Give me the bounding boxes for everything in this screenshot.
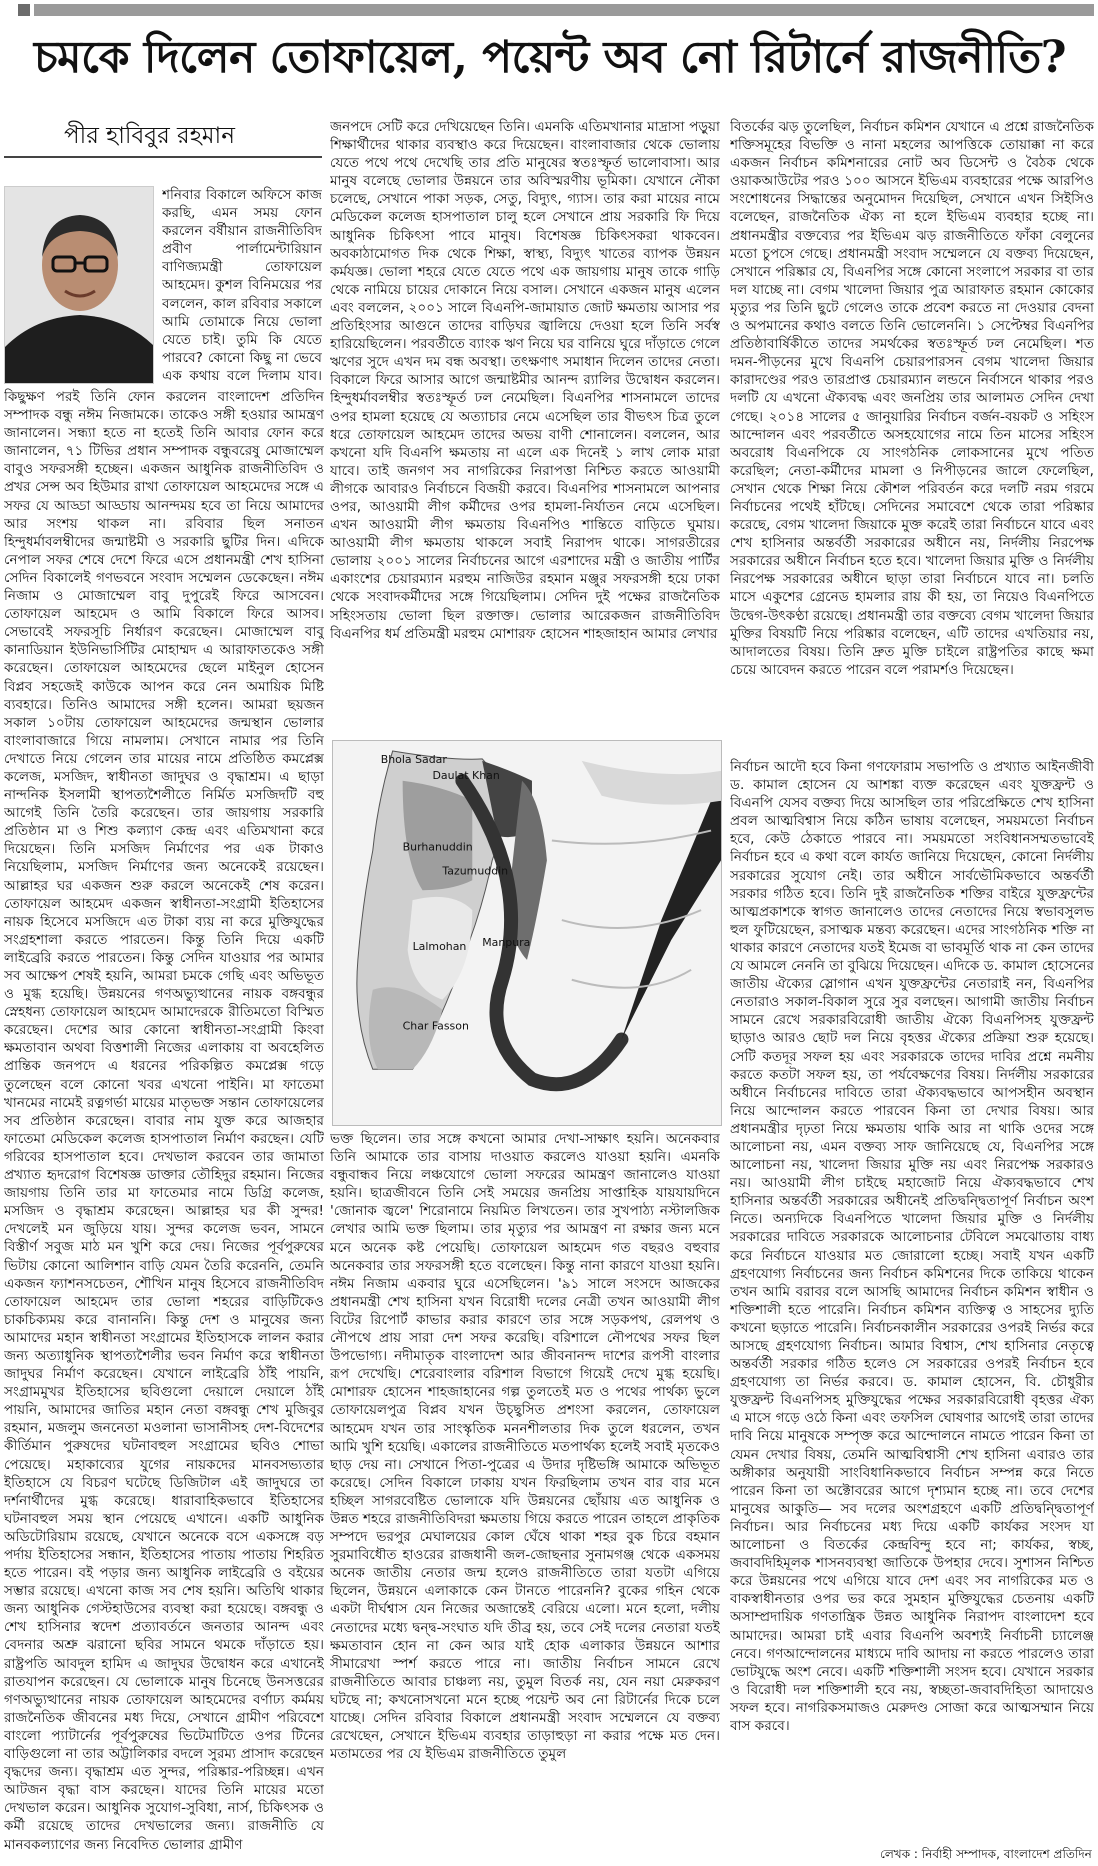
column-1: কিছুক্ষণ পরই তিনি ফোন করলেন বাংলাদেশ প্রতিদিন সম্পাদক বন্ধু নঈম নিজামকে। তাকেও সঙ্গী হওয়ার আমন্ত্রণ জানালেন। সন্ধ্যা হতে না হতেই তিনি আবার ফোন করে জানালেন, ৭১ টিভির প্রধান সম্পাদক বন্ধুবরেষু মোজাম্মেল বাবুও সফরসঙ্গী হচ্ছেন। একজন আধুনিক রাজনীতিবিদ ও প্রখর সেন্স অব হিউমার রাখা তোফায়েল আহমেদের সঙ্গে এ সফর যে আড্ডা আড্ডায় আনন্দময় হবে তা নিয়ে আমাদের আর সংশয় থাকল না। রবিবার ছিল সনাতন হিন্দুধর্মাবলম্বীদের জন্মাষ্টমী ও সরকারি ছুটির দিন। এদিকে নেপাল সফর শেষে দেশে ফিরে এসে প্রধানমন্ত্রী শেখ হাসিনা সেদিন বিকালেই গণভবনে সংবাদ সম্মেলন ডেকেছেন। নঈম নিজাম ও মোজাম্মেল বাবু দুপুরেই ফিরে আসবেন। তোফায়েল আহমেদ ও আমি বিকালে ফিরে আসব। সেভাবেই সফরসূচি নির্ধারণ করেছেন। মোজাম্মেল বাবু কানাডিয়ান ইউনিভার্সিটির মোহাম্মদ এ আরাফাতকেও সঙ্গী করেছেন। তোফায়েল আহমেদের ছেলে মাইনুল হোসেন বিপ্লব সহজেই কাউকে আপন করে নেন অমায়িক মিষ্টি ব্যবহারে। তিনিও আমাদের সঙ্গী হলেন। আমরা ছয়জন সকাল ১০টায় তোফায়েল আহমেদের জন্মস্থান ভোলার বাংলাবাজারে গিয়ে নামলাম। সেখানে নামার পর তিনি দেখাতে নিয়ে গেলেন তার মায়ের নামে প্রতিষ্ঠিত কমপ্লেক্স কলেজ, মসজিদ, স্বাধীনতা জাদুঘর ও বৃদ্ধাশ্রম। এ ছাড়া নান্দনিক ইসলামী স্থাপত্যশৈলীতে নির্মিত মসজিদটি বহু আগেই তিনি তৈরি করেছেন। তার জায়গায় সরকারি প্রতিষ্ঠান মা ও শিশু কল্যাণ কেন্দ্র এবং এতিমখানা করে দিয়েছেন। তিনি মসজিদ নির্মাণের পর এক টাকাও নিয়েছিলাম, মসজিদ নির্মাণের জন্য অনেকেই রয়েছেন। আল্লাহর ঘর একজন শুরু করলে অনেকেই শেষ করেন। তোফায়েল আহমেদ একজন স্বাধীনতা-সংগ্রামী ইতিহাসের নায়ক হিসেবে মসজিদে এত টাকা ব্যয় না করে মুক্তিযুদ্ধের সংগ্রহশালা করতে পারতেন। কিন্তু তিনি দিয়ে একটি লাইব্রেরি করতে পারতেন। কিন্তু সেদিন যাওয়ার পর আমার সব আক্ষেপ শেষই হয়নি, আমরা চমকে গেছি এবং অভিভূত ও মুগ্ধ হয়েছি। উন্নয়নের গণঅভ্যুত্থানের নায়ক বঙ্গবন্ধুর স্নেহধন্য তোফায়েল আহমেদ আমাদেরকে রীতিমতো বিস্মিত করেছেন। দেশের আর কোনো স্বাধীনতা-সংগ্রামী কিংবা ক্ষমতাবান অথবা বিত্তশালী নিজের এলাকায় বা অবহেলিত প্রান্তিক জনপদে এ ধরনের পরিকল্পিত কমপ্লেক্স গড়ে তুলেছেন বলে কোনো খবর এখনো পাইনি। মা ফাতেমা খানমের নামেই রত্নগর্ভা মায়ের মাতৃভক্ত সন্তান তোফায়েলের সব প্রতিষ্ঠান করেছেন। বাবার নাম যুক্ত করে আজহার ফাতেমা মেডিকেল কলেজ হাসপাতাল নির্মাণ করছেন। যেটি গরিবের হাসপাতাল হবে। দেখভাল করবেন তার জামাতা প্রখ্যাত হৃদরোগ বিশেষজ্ঞ ডাক্তার তৌহিদুর রহমান। নিজের জায়গায় তিনি তার মা ফাতেমার নামে ডিগ্রি কলেজ, মসজিদ ও বৃদ্ধাশ্রম করেছেন। আল্লাহর ঘর কী সুন্দর! দেখলেই মন জুড়িয়ে যায়। সুন্দর কলেজ ভবন, সামনে বিস্তীর্ণ সবুজ মাঠ মন খুশি করে দেয়। নিজের পূর্বপুরুষের ভিটায় কোনো আলিশান বাড়ি যেমন তৈরি করেননি, তেমনি একজন ফ্যাশনসচেতন, শৌখিন মানুষ হিসেবে রাজনীতিবিদ তোফায়েল আহমেদ তার ভোলা শহরের বাড়িটিকেও চাকচিক্যময় করে বানাননি। কিন্তু দেশ ও মানুষের জন্য আমাদের মহান স্বাধীনতা সংগ্রামের ইতিহাসকে লালন করার জন্য অত্যাধুনিক স্থাপত্যশৈলীর ভবন নির্মাণ করে স্বাধীনতা জাদুঘর নির্মাণ করেছেন। যেখানে লাইব্রেরি ঠাঁই পায়নি, সংগ্রামমুখর ইতিহাসের ছবিগুলো দেয়ালে দেয়ালে ঠাঁই পায়নি, আমাদের জাতির মহান নেতা বঙ্গবন্ধু শেখ মুজিবুর রহমান, মজলুম জননেতা মওলানা ভাসানীসহ দেশ-বিদেশের কীর্তিমান পুরুষদের ঘটনাবহুল সংগ্রামের ছবিও শোভা পেয়েছে। মহাকাব্যের যুগের নায়কদের মানবসভ্যতার ইতিহাসে যে বিচরণ ঘটেছে ডিজিটাল এই জাদুঘরে তা দর্শনার্থীদের মুগ্ধ করেছে। ধারাবাহিকভাবে ইতিহাসের ঘটনাবহুল সময় স্থান পেয়েছে এখানে। একটি আধুনিক অডিটোরিয়াম রয়েছে, যেখানে অনেকে বসে একসঙ্গে বড় পর্দায় ইতিহাসের সন্ধান, ইতিহাসের পাতায় পাতায় শিহরিত হতে পারেন। বই পড়ার জন্য আধুনিক লাইব্রেরি ও বইয়ের সম্ভার রয়েছে। এখনো কাজ সব শেষ হয়নি। অতিথি থাকার জন্য আধুনিক গেস্টহাউসের ব্যবস্থা করা হয়েছে। বঙ্গবন্ধু ও শেখ হাসিনার স্বদেশ প্রত্যাবর্তনে জনতার আনন্দ এবং বেদনার অশ্রু ঝরানো ছবির সামনে থমকে দাঁড়াতে হয়। রাষ্ট্রপতি আবদুল হামিদ এ জাদুঘর উদ্বোধন করে এখানেই রাতযাপন করেছেন। যে ভোলাকে মানুষ চিনেছে উনসত্তরের গণঅভ্যুত্থানের নায়ক তোফায়েল আহমেদের বর্ণাঢ্য কর্মময় রাজনৈতিক জীবনের মধ্য দিয়ে, সেখানে গ্রামীণ পরিবেশে বাংলো প্যাটার্নের পূর্বপুরুষের ভিটেমাটিতে ওপর টিনের বাড়িগুলো না তার অট্টালিকার বদলে সুরম্য প্রাসাদ করেছেন বৃদ্ধদের জন্য। বৃদ্ধাশ্রম এত সুন্দর, পরিষ্কার-পরিচ্ছন্ন। এখন আটজন বৃদ্ধা বাস করছেন। যাদের তিনি মায়ের মতো দেখভাল করেন। আধুনিক সুযোগ-সুবিধা, নার্স, চিকিৎসক ও কর্মী রয়েছে তাদের দেখভালের জন্য। রাজনীতি যে মানবকল্যাণের জন্য নিবেদিত ভোলার গ্রামীণ (4, 389, 324, 1853)
map-label-manpura: Manpura (482, 935, 531, 949)
author-photo (4, 186, 154, 384)
map-label-tazumuddin: Tazumuddin (442, 864, 509, 878)
author-footnote: লেখক : নির্বাহী সম্পাদক, বাংলাদেশ প্রতিদিন (880, 1847, 1092, 1861)
bhola-map-illustration (332, 740, 722, 1126)
map-label-burhanuddin: Burhanuddin (402, 840, 473, 854)
byline: পীর হাবিবুর রহমান (4, 118, 322, 158)
map-label-bhola-sadar: Bhola Sadar (380, 752, 447, 766)
column-1-intro: শনিবার বিকালে অফিসে কাজ করছি, এমন সময় ফোন করলেন বর্ষীয়ান রাজনীতিবিদ প্রবীণ পার্লামেন্টারিয়ান বাণিজ্যমন্ত্রী তোফায়েল আহমেদ। কুশল বিনিময়ের পর বললেন, কাল রবিবার সকালে আমি তোমাকে নিয়ে ভোলা যেতে চাই। তুমি কি যেতে পারবে? কোনো কিছু না ভেবে এক কথায় বলে দিলাম যাব। (162, 187, 322, 384)
map-label-lalmohan: Lalmohan (412, 939, 467, 953)
header-rule-cap (18, 4, 30, 16)
map-label-char-fasson: Char Fasson (402, 1019, 469, 1033)
column-3-upper: বিতর্কের ঝড় তুলেছিল, নির্বাচন কমিশন যেখানে এ প্রশ্নে রাজনৈতিক শক্তিসমূহের বিভক্তি ও নানা মহলের আপত্তিকে তোয়াক্কা না করে একজন নির্বাচন কমিশনারের নোট অব ডিসেন্ট ও বৈঠক থেকে ওয়াকআউটের পরও ১০০ আসনে ইভিএম ব্যবহারের পক্ষে আরপিও সংশোধনের সিদ্ধান্তের অনুমোদন দিয়েছিল, সেখানে এখন সিইসিও বলেছেন, রাজনৈতিক ঐক্য না হলে ইভিএম ব্যবহার হচ্ছে না। প্রধানমন্ত্রীর বক্তব্যের পর ইভিএম ঝড় রাজনীতিতে ফাঁকা বেলুনের মতো চুপসে গেছে। প্রধানমন্ত্রী সংবাদ সম্মেলনে যে বক্তব্য দিয়েছেন, সেখানে পরিষ্কার যে, বিএনপির সঙ্গে কোনো সংলাপে সরকার বা তার দল যাচ্ছে না। বেগম খালেদা জিয়ার পুত্র আরাফাত রহমান কোকোর মৃত্যুর পর তিনি ছুটে গেলেও তাকে প্রবেশ করতে না দেওয়ার বেদনা ও অপমানের কথাও বলতে তিনি ভোলেননি। ১ সেপ্টেম্বর বিএনপির প্রতিষ্ঠাবার্ষিকীতে তাদের সমর্থকের স্বতঃস্ফূর্ত ঢল নেমেছিল। শত দমন-পীড়নের মুখে বিএনপি চেয়ারপারসন বেগম খালেদা জিয়ার কারাদণ্ডের পরও তারপ্রাপ্ত চেয়ারম্যান লন্ডনে নির্বাসনে থাকার পরও দলটি যে এখনো ঐক্যবদ্ধ এবং জনপ্রিয় তার আলামত সেদিন দেখা গেছে। ২০১৪ সালের ৫ জানুয়ারির নির্বাচন বর্জন-বয়কট ও সহিংস আন্দোলন এবং পরবর্তীতে অসহযোগের নামে তিন মাসের সহিংস অবরোধ বিএনপিকে যে সাংগঠনিক লোকসানের মুখে পতিত করেছিল; নেতা-কর্মীদের মামলা ও নিপীড়নের জালে ফেলেছিল, সেখান থেকে শিক্ষা নিয়ে কৌশল পরিবর্তন করে দলটি নরম গরমে নির্বাচনের পথেই হাঁটছে। সেদিনের সমাবেশে থেকে তারা পরিষ্কার করেছে, বেগম খালেদা জিয়াকে মুক্ত করেই তারা নির্বাচনে যাবে এবং শেখ হাসিনার অন্তর্বর্তী সরকারের অধীনে নয়, নির্দলীয় নিরপেক্ষ সরকারের অধীনে নির্বাচন হতে হবে। খালেদা জিয়ার মুক্তি ও নির্দলীয় নিরপেক্ষ সরকারের অধীনে ছাড়া তারা নির্বাচনে যাবে না। চলতি মাসে একুশের গ্রেনেড হামলার রায় কী হয়, তা নিয়েও বিএনপিতে উদ্বেগ-উৎকণ্ঠা রয়েছে। প্রধানমন্ত্রী তার বক্তব্যে বেগম খালেদা জিয়ার মুক্তির বিষয়টি নিয়ে পরিষ্কার বলেছেন, এটি তাদের এখতিয়ার নয়, আদালতের বিষয়। তিনি দ্রুত মুক্তি চাইলে রাষ্ট্রপতির কাছে ক্ষমা চেয়ে আবেদন করতে পারেন বলে পরামর্শও দিয়েছেন। (730, 119, 1094, 678)
map-label-daulat-khan: Daulat Khan (432, 768, 500, 782)
column-3-lower: নির্বাচন আদৌ হবে কিনা গণফোরাম সভাপতি ও প্রখ্যাত আইনজীবী ড. কামাল হোসেন যে আশঙ্কা ব্যক্ত করেছেন এবং যুক্তফ্রন্ট ও বিএনপি যেসব বক্তব্য দিয়ে আসছিল তার পরিপ্রেক্ষিতে শেখ হাসিনা প্রবল আত্মবিশ্বাস নিয়ে কঠিন ভাষায় বলেছেন, সময়মতো নির্বাচন হবে, কেউ ঠেকাতে পারবে না। সময়মতো সংবিধানসম্মতভাবেই নির্বাচন হবে এ কথা বলে কার্যত জানিয়ে দিয়েছেন, কোনো নির্দলীয় সরকারের সুযোগ নেই। তার অধীনে সার্বভৌমিকভাবে অন্তর্বর্তী সরকার গঠিত হবে। তিনি দুই রাজনৈতিক শক্তির বাইরে যুক্তফ্রন্টের আত্মপ্রকাশকে স্বাগত জানালেও তাদের নেতাদের নিয়ে স্বভাবসুলভ হুল ফুটিয়েছেন, রসাত্মক মন্তব্য করেছেন। এদের সাংগঠনিক শক্তি না থাকার কারণে নেতাদের যতই ইমেজ বা ভাবমূর্তি থাক না কেন তাদের যে আমলে নেননি তা বুঝিয়ে দিয়েছেন। এদিকে ড. কামাল হোসেনের জাতীয় ঐক্যের স্লোগান এখন যুক্তফ্রন্টের নেতারাই নন, বিএনপির নেতারাও সকাল-বিকাল সুরে সুর বলছেন। আগামী জাতীয় নির্বাচন সামনে রেখে সরকারবিরোধী জাতীয় ঐক্যে বিএনপিসহ যুক্তফ্রন্ট ছাড়াও আরও ছোট দল নিয়ে বৃহত্তর ঐক্যের প্রক্রিয়া শুরু হয়েছে। সেটি কতদূর সফল হয় এবং সরকারকে তাদের দাবির প্রশ্নে নমনীয় করতে কতটা সফল হয়, তা পর্যবেক্ষণের বিষয়। নির্দলীয় সরকারের অধীনে নির্বাচনের দাবিতে তারা ঐক্যবদ্ধভাবে আপসহীন অবস্থান নিয়ে আন্দোলন করতে পারবেন কিনা তা দেখার বিষয়। আর প্রধানমন্ত্রীর দৃঢ়তা নিয়ে ক্ষমতায় থাকি আর না থাকি ওদের সঙ্গে আলোচনা নয়, এমন বক্তব্য সাফ জানিয়েছে যে, বিএনপির সঙ্গে আলোচনা নয়, খালেদা জিয়ার মুক্তি নয় এবং নিরপেক্ষ সরকারও নয়। আওয়ামী লীগ চাইছে মহাজোট নিয়ে ঐক্যবদ্ধভাবে শেখ হাসিনার অন্তর্বর্তী সরকারের অধীনেই প্রতিদ্বন্দ্বিতাপূর্ণ নির্বাচন অংশ নিতে। অন্যদিকে বিএনপিতে খালেদা জিয়ার মুক্তি ও নির্দলীয় সরকারের দাবিতে সরকারকে আলোচনার টেবিলে সমঝোতায় বাধ্য করে নির্বাচনে যাওয়ার মত জোরালো হচ্ছে। সবাই যখন একটি গ্রহণযোগ্য নির্বাচনের জন্য নির্বাচন কমিশনের দিকে তাকিয়ে থাকেন তখন আমি বরাবর বলে আসছি আমাদের নির্বাচন কমিশন স্বাধীন ও শক্তিশালী হতে পারেনি। নির্বাচন কমিশন ব্যক্তিত্ব ও সাহসের দ্যুতি কখনো ছড়াতে পারেনি। নির্বাচনকালীন সরকারের ওপরই নির্ভর করে আসছে গ্রহণযোগ্য নির্বাচন। আমার বিশ্বাস, শেখ হাসিনার নেতৃত্বে অন্তর্বর্তী সরকার গঠিত হলেও সে সরকারের ওপরই নির্বাচন হবে গ্রহণযোগ্য তা নির্ভর করবে। ড. কামাল হোসেন, বি. চৌধুরীর যুক্তফ্রন্ট বিএনপিসহ মুক্তিযুদ্ধের পক্ষের সরকারবিরোধী বৃহত্তর ঐক্য এ মাসে গড়ে ওঠে কিনা এবং তফসিল ঘোষণার আগেই তারা তাদের দাবি নিয়ে মানুষকে সম্পৃক্ত করে আন্দোলনে নামতে পারেন কিনা তা যেমন দেখার বিষয়, তেমনি আত্মবিশ্বাসী শেখ হাসিনা এবারও তার অঙ্গীকার অনুযায়ী সাংবিধানিকভাবে নির্বাচন সম্পন্ন করে নিতে পারেন কিনা তা অক্টোবরের আগে দৃশ্যমান হচ্ছে না। তবে দেশের মানুষের আকুতি— সব দলের অংশগ্রহণে একটি প্রতিদ্বন্দ্বিতাপূর্ণ নির্বাচন। আর নির্বাচনের মধ্য দিয়ে একটি কার্যকর সংসদ যা আলোচনা ও বিতর্কের কেন্দ্রবিন্দু হবে না; কার্যকর, স্বচ্ছ, জবাবদিহিমূলক শাসনব্যবস্থা জাতিকে উপহার দেবে। সুশাসন নিশ্চিত করে উন্নয়নের পথে এগিয়ে যাবে দেশ এবং সব নাগরিকের মত ও বাকস্বাধীনতার ওপর ভর করে সুমহান মুক্তিযুদ্ধের চেতনায় একটি অসাম্প্রদায়িক গণতান্ত্রিক উন্নত আধুনিক নিরাপদ বাংলাদেশ হবে আমাদের। আমরা চাই এবার বিএনপি অবশ্যই নির্বাচনী চ্যালেঞ্জ নেবে। গণআন্দোলনের মাধ্যমে দাবি আদায় না করতে পারলেও তারা ভোটযুদ্ধে অংশ নেবে। একটি শক্তিশালী সংসদ হবে। যেখানে সরকার ও বিরোধী দল শক্তিশালী হবে নয়, স্বচ্ছতা-জবাবদিহিতা আদায়েও সফল হবে। নাগরিকসমাজও মেরুদণ্ড সোজা করে আত্মসম্মান নিয়ে বাস করবে। (730, 759, 1094, 1734)
article-headline: চমকে দিলেন তোফায়েল, পয়েন্ট অব নো রিটার্নে রাজনীতি? (33, 32, 1067, 83)
header-rule (34, 4, 1094, 16)
column-2-upper: জনপদে সেটি করে দেখিয়েছেন তিনি। এমনকি এতিমখানার মাদ্রাসা পড়ুয়া শিক্ষার্থীদের থাকার ব্যবস্থাও করে দিয়েছেন। বাংলাবাজার থেকে ভোলায় যেতে পথে পথে দেখেছি তার প্রতি মানুষের স্বতঃস্ফূর্ত ভালোবাসা। আর মানুষ বলেছে ভোলার উন্নয়নে তার অবিস্মরণীয় ভূমিকা। যেখানে নৌকা চলেছে, সেখানে পাকা সড়ক, সেতু, বিদ্যুৎ, গ্যাস। তার করা মায়ের নামে মেডিকেল কলেজ হাসপাতাল চালু হলে সেখানে প্রায় সরকারি ফি দিয়ে আধুনিক চিকিৎসা পাবে মানুষ। বিশেষজ্ঞ চিকিৎসকরা থাকবেন। অবকাঠামোগত দিক থেকে শিক্ষা, স্বাস্থ্য, বিদ্যুৎ খাতের ব্যাপক উন্নয়ন কর্মযজ্ঞ। ভোলা শহরে যেতে যেতে পথে এক জায়গায় মানুষ তাকে গাড়ি থেকে নামিয়ে চায়ের দোকানে নিয়ে বসাল। সেখানে একজন মানুষ এলেন এবং বললেন, ২০০১ সালে বিএনপি-জামায়াত জোট ক্ষমতায় আসার পর প্রতিহিংসার আগুনে তাদের বাড়িঘর জ্বালিয়ে দেওয়া হলে তিনি সর্বস্ব হারিয়েছিলেন। পরবর্তীতে ব্যাংক ঋণ নিয়ে ঘর বানিয়ে ঘুরে দাঁড়াতে গেলে ঋণের সুদে এখন দম বন্ধ অবস্থা। তৎক্ষণাৎ সমাধান দিলেন তাদের নেতা। বিকালে ফিরে আসার আগে জন্মাষ্টমীর আনন্দ র‌্যালির উদ্বোধন করলেন। হিন্দুধর্মাবলম্বীর স্বতঃস্ফূর্ত ঢল নেমেছিল। বিএনপির শাসনামলে তাদের ওপর হামলা হয়েছে যে অত্যাচার নেমে এসেছিল তার বীভৎস চিত্র তুলে ধরে তোফায়েল আহমেদ তাদের অভয় বাণী শোনালেন। বললেন, আর কখনো যদি বিএনপি ক্ষমতায় না এলে এক দিনেই ১ লাখ লোক মারা যাবে। তাই জনগণ সব নাগরিকের নিরাপত্তা নিশ্চিত করতে আওয়ামী লীগকে আবারও নির্বাচনে বিজয়ী করবে। বিএনপির শাসনামলে আপনার ওপর, আওয়ামী লীগ কর্মীদের ওপর হামলা-নির্যাতন নেমে এসেছিল। এখন আওয়ামী লীগ ক্ষমতায় বিএনপিও শান্তিতে বাড়িতে ঘুমায়। আওয়ামী লীগ ক্ষমতায় থাকলে সবাই নিরাপদ থাকে। সাগরতীরের ভোলায় ২০০১ সালের নির্বাচনের আগে এরশাদের মন্ত্রী ও জাতীয় পার্টির একাংশের চেয়ারম্যান মরহুম নাজিউর রহমান মঞ্জুর সফরসঙ্গী হয়ে ঢাকা থেকে সংবাদকর্মীদের সঙ্গে গিয়েছিলাম। সেদিন দুই পক্ষের রাজনৈতিক সহিংসতায় ভোলা ছিল রক্তাক্ত। ভোলার আরেকজন রাজনীতিবিদ বিএনপির ধর্ম প্রতিমন্ত্রী মরহুম মোশারফ হোসেন শাহজাহান আমার লেখার (330, 119, 720, 642)
column-2-lower: ভক্ত ছিলেন। তার সঙ্গে কখনো আমার দেখা-সাক্ষাৎ হয়নি। অনেকবার তিনি আমাকে তার বাসায় দাওয়াত করলেও যাওয়া হয়নি। এমনকি বন্ধুবান্ধব নিয়ে লঞ্চযোগে ভোলা সফরের আমন্ত্রণ জানালেও যাওয়া হয়নি। ছাত্রজীবনে তিনি সেই সময়ের জনপ্রিয় সাপ্তাহিক যায়যায়দিনে 'জোনাক জ্বলে' শিরোনামে নিয়মিত লিখতেন। তার সুখপাঠ্য নস্টালজিক লেখার আমি ভক্ত ছিলাম। তার মৃত্যুর পর আমন্ত্রণ না রক্ষার জন্য মনে মনে অনেক কষ্ট পেয়েছি। তোফায়েল আহমেদ গত বছরও বহুবার অনেকবার তার সফরসঙ্গী হতে বলেছেন। কিন্তু নানা কারণে যাওয়া হয়নি। নঈম নিজাম একবার ঘুরে এসেছিলেন। '৯১ সালে সংসদে আজকের প্রধানমন্ত্রী শেখ হাসিনা যখন বিরোধী দলের নেত্রী তখন আওয়ামী লীগ বিটের রিপোর্ট কাভার করার কারণে তার সঙ্গে সড়কপথ, রেলপথ ও নৌপথে প্রায় সারা দেশ সফর করেছি। বরিশালে নৌপথের সফর ছিল উপভোগ্য। নদীমাতৃক বাংলাদেশ আর জীবনানন্দ দাশের রূপসী বাংলার রূপ দেখেছি। শেরেবাংলার বরিশাল বিভাগে গিয়েই দেখে মুগ্ধ হয়েছি। মোশারফ হোসেন শাহজাহানের গল্প তুলতেই মত ও পথের পার্থক্য ভুলে তোফায়েলপুত্র বিপ্লব যখন উচ্ছ্বসিত প্রশংসা করলেন, তোফায়েল আহমেদ যখন তার সাংস্কৃতিক মননশীলতার দিক তুলে ধরলেন, তখন আমি খুশি হয়েছি। একালের রাজনীতিতে মতপার্থক্য হলেই সবাই মৃতকেও ছাড় দেয় না। সেখানে পিতা-পুত্রের এ উদার দৃষ্টিভঙ্গি আমাকে অভিভূত করেছে। সেদিন বিকালে ঢাকায় যখন ফিরছিলাম তখন বার বার মনে হচ্ছিল সাগরবেষ্টিত ভোলাকে যদি উন্নয়নের ছোঁয়ায় এত আধুনিক ও উন্নত শহরে রাজনীতিবিদরা ক্ষমতায় গিয়ে করতে পারেন তাহলে প্রাকৃতিক সম্পদে ভরপুর মেঘালয়ের কোল ঘেঁষে থাকা শহর বুক চিরে বহমান সুরমাবিধৌত হাওরের রাজধানী জল-জোছনার সুনামগঞ্জ থেকে একসময় অনেক জাতীয় নেতার জন্ম হলেও রাজনীতিতে তারা যতটা এগিয়ে ছিলেন, উন্নয়নে এলাকাকে কেন টানতে পারেননি? বুকের গহিন থেকে একটা দীর্ঘশ্বাস যেন নিজের অজান্তেই বেরিয়ে এলো। মনে হলো, দলীয় নেতাদের মধ্যে দ্বন্দ্ব-সংঘাত যদি তীব্র হয়, তবে সেই দলের নেতারা যতই ক্ষমতাবান হোন না কেন আর যাই হোক এলাকার উন্নয়নে আশার সীমারেখা স্পর্শ করতে পারে না। জাতীয় নির্বাচন সামনে রেখে রাজনীতিতে আবার চাঞ্চল্য নয়, তুমুল বিতর্ক নয়, যেন নয়া মেরুকরণ ঘটছে না; কখনোসখনো মনে হচ্ছে পয়েন্ট অব নো রিটার্নের দিকে চলে যাচ্ছে। সেদিন রবিবার বিকালে প্রধানমন্ত্রী সংবাদ সম্মেলনে যে বক্তব্য রেখেছেন, সেখানে ইভিএম ব্যবহার তাড়াহুড়া না করার পক্ষে মত দেন। মতামতের পর যে ইভিএম রাজনীতিতে তুমুল (330, 1131, 720, 1763)
